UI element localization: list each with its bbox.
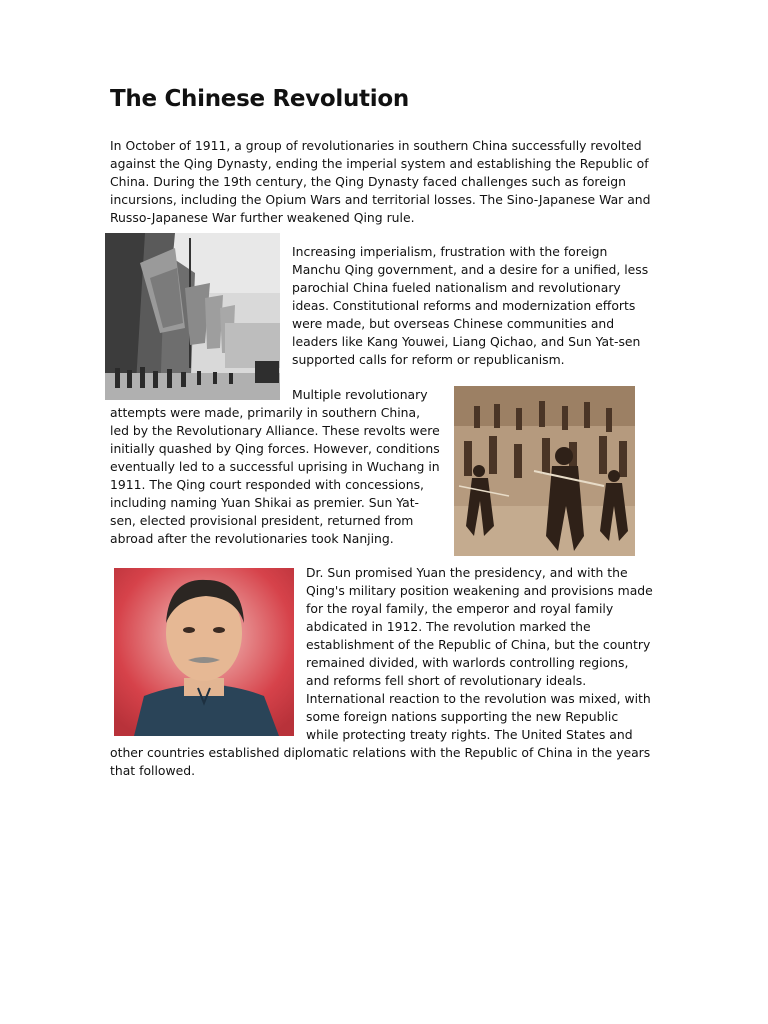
text-line: parochial China fueled nationalism and revolutionary [292,280,621,295]
revolts-paragraph [110,386,440,548]
text-line: leaders like Kang Youwei, Liang Qichao, and Sun Yat-sen [292,334,641,349]
text-line: establishment of the Republic of China, but the country [306,637,651,652]
text-line: Dr. Sun promised Yuan the presidency, and with the [306,565,628,580]
text-line: for the royal family, the emperor and royal family [306,601,614,616]
street-parade-photo [105,233,280,400]
soldiers-drill-photo [454,386,635,556]
text-line: while protecting treaty rights. The United States and [306,727,633,742]
text-line: Increasing imperialism, frustration with the foreign [292,244,608,259]
text-line: ideas. Constitutional reforms and modernization efforts [292,298,636,313]
text-line: attempts were made, primarily in southern China, [110,405,421,420]
text-line: Russo-Japanese War further weakened Qing rule. [110,210,415,225]
text-line: were made, but overseas Chinese communities and [292,316,615,331]
text-line: and reforms fell short of revolutionary ideals. [306,673,587,688]
text-line: other countries established diplomatic relations with the Republic of China in the years [110,745,651,760]
text-line: International reaction to the revolution was mixed, with [306,691,651,706]
text-line: that followed. [110,763,196,778]
text-line: some foreign nations supporting the new Republic [306,709,619,724]
text-line: sen, elected provisional president, returned from [110,513,414,528]
text-line: against the Qing Dynasty, ending the imperial system and establishing the Republic of [110,156,649,171]
imperialism-paragraph [292,243,648,369]
page-title: The Chinese Revolution [110,86,409,112]
text-line: including naming Yuan Shikai as premier. Sun Yat- [110,495,420,510]
text-line: Multiple revolutionary [292,387,428,402]
text-line: incursions, including the Opium Wars and territorial losses. The Sino-Japanese War and [110,192,651,207]
text-line: abdicated in 1912. The revolution marked the [306,619,591,634]
text-line: abroad after the revolutionaries took Nanjing. [110,531,394,546]
text-line: Manchu Qing government, and a desire for a unified, less [292,262,649,277]
text-line: Qing's military position weakening and provisions made [306,583,653,598]
text-line: China. During the 19th century, the Qing Dynasty faced challenges such as foreign [110,174,627,189]
text-line: led by the Revolutionary Alliance. These revolts were [110,423,440,438]
text-line: In October of 1911, a group of revolutionaries in southern China successfully revolted [110,138,642,153]
text-line: eventually led to a successful uprising in Wuchang in [110,459,440,474]
intro-paragraph [110,137,651,227]
text-line: remained divided, with warlords controlling regions, [306,655,629,670]
abdication-paragraph [110,564,653,780]
text-line: supported calls for reform or republicanism. [292,352,565,367]
text-line: initially quashed by Qing forces. However, conditions [110,441,440,456]
text-line: 1911. The Qing court responded with concessions, [110,477,424,492]
